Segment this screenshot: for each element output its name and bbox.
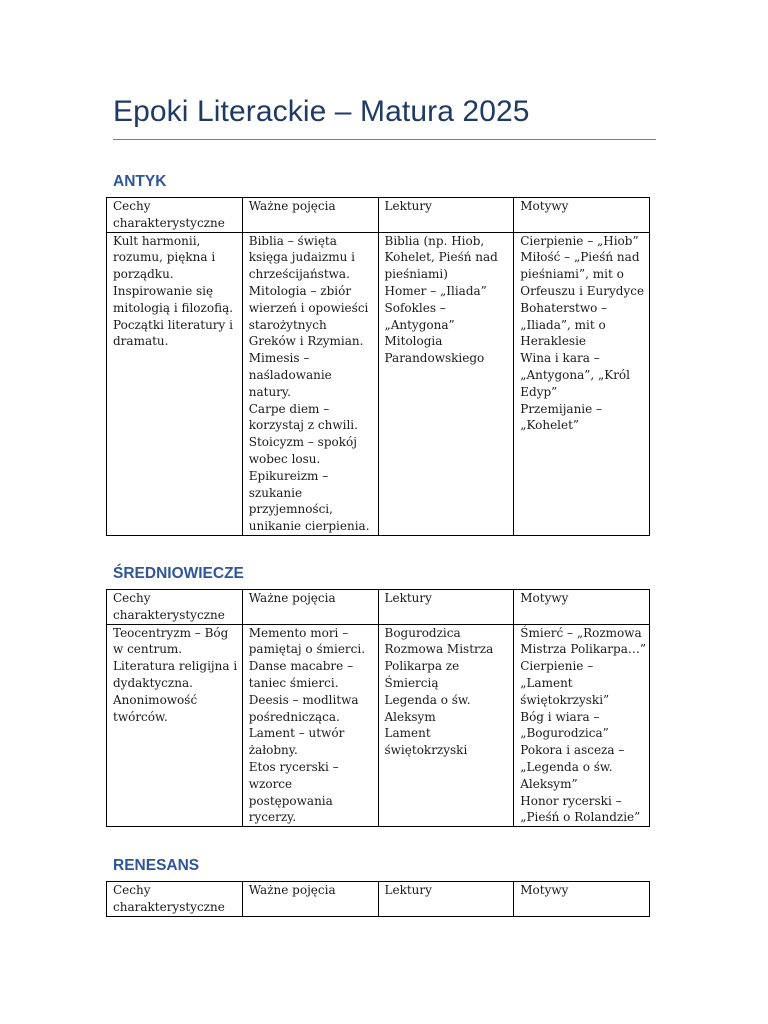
cell-text-line: wierzeń i opowieści (248, 300, 369, 315)
cell-text-line: Aleksym (384, 709, 436, 724)
cell-text-line: Przemijanie – (520, 401, 603, 416)
cell-text-line: Śmiercią (384, 675, 439, 690)
cell-text-line: porządku. (113, 267, 174, 282)
header-cell-motywy: Motywy (514, 882, 650, 917)
table-row (107, 232, 650, 535)
table-header-row (107, 882, 650, 917)
cell-text-line: Pokora i asceza – (520, 743, 625, 758)
cell-text-line: Sofokles – (384, 300, 446, 315)
cell-text-line: Cierpienie – „Hiob” (520, 233, 639, 248)
header-cell-pojecia: Ważne pojęcia (242, 590, 378, 625)
header-cell-motywy: Motywy (514, 590, 650, 625)
cell-text-line: dramatu. (113, 334, 169, 349)
cell-text-line: Cierpienie – (520, 659, 594, 674)
cell-text-line: „Bogurodzica” (520, 726, 609, 741)
cell-pojecia (242, 624, 378, 827)
cell-text-line: Deesis – modlitwa (248, 692, 359, 707)
cell-text-line: „Pieśń o Rolandzie” (520, 810, 641, 825)
cell-text-line: „Iliada”, mit o (520, 317, 606, 332)
cell-text-line: Stoicyzm – spokój (248, 435, 357, 450)
header-cell-pojecia: Ważne pojęcia (242, 198, 378, 233)
cell-text-line: korzystaj z chwili. (248, 418, 358, 433)
cell-text-line: księga judaizmu i (248, 250, 355, 265)
header-cell-cechy (107, 590, 243, 625)
cell-text-line: Carpe diem – (248, 401, 330, 416)
cell-text-line: charakterystyczne (113, 899, 225, 914)
page-title: Epoki Literackie – Matura 2025 (113, 95, 530, 128)
cell-text-line: świętokrzyski” (520, 692, 610, 707)
header-cell-motywy: Motywy (514, 198, 650, 233)
cell-text-line: Homer – „Iliada” (384, 283, 487, 298)
cell-text-line: „Kohelet” (520, 418, 580, 433)
cell-text-line: Bohaterstwo – (520, 300, 608, 315)
cell-text-line: „Lament (520, 675, 573, 690)
cell-text-line: Mitologia – zbiór (248, 283, 352, 298)
header-cell-cechy (107, 198, 243, 233)
cell-text-line: Heraklesie (520, 334, 587, 349)
cell-text-line: Anonimowość (113, 692, 198, 707)
header-cell-cechy (107, 882, 243, 917)
cell-text-line: świętokrzyski (384, 743, 468, 758)
cell-text-line: Cechy (113, 591, 151, 605)
cell-text-line: pieśniami”, mit o (520, 267, 624, 282)
section-heading-antyk: ANTYK (113, 173, 167, 190)
cell-text-line: Literatura religijna i (113, 659, 238, 674)
cell-text-line: Bóg i wiara – (520, 709, 600, 724)
header-cell-lektury: Lektury (378, 590, 514, 625)
cell-motywy (514, 624, 650, 827)
cell-text-line: Parandowskiego (384, 351, 485, 366)
cell-text-line: postępowania (248, 793, 333, 808)
cell-text-line: pośrednicząca. (248, 709, 340, 724)
cell-cechy (107, 624, 243, 827)
cell-lektury (378, 624, 514, 827)
table-header-row (107, 198, 650, 233)
cell-text-line: taniec śmierci. (248, 675, 339, 690)
cell-text-line: Biblia – święta (248, 233, 337, 248)
table-row (107, 624, 650, 827)
cell-text-line: Greków i Rzymian. (248, 334, 364, 349)
cell-text-line: Miłość – „Pieśń nad (520, 250, 640, 265)
cell-text-line: mitologią i filozofią. (113, 300, 234, 315)
cell-cechy (107, 232, 243, 535)
cell-text-line: naśladowanie (248, 367, 332, 382)
cell-text-line: Mimesis – (248, 351, 310, 366)
cell-text-line: pieśniami) (384, 267, 448, 282)
header-cell-lektury: Lektury (378, 198, 514, 233)
cell-text-line: Śmierć – „Rozmowa (520, 625, 642, 640)
cell-text-line: natury. (248, 384, 291, 399)
cell-text-line: żałobny. (248, 743, 298, 758)
section-heading-sredniowiecze: ŚREDNIOWIECZE (113, 565, 244, 582)
cell-text-line: Orfeuszu i Eurydyce (520, 283, 645, 298)
cell-text-line: Bogurodzica (384, 625, 461, 640)
cell-text-line: charakterystyczne (113, 607, 225, 622)
cell-text-line: Aleksym” (520, 776, 578, 791)
cell-motywy (514, 232, 650, 535)
cell-text-line: twórców. (113, 709, 168, 724)
cell-text-line: Lament – utwór (248, 726, 345, 741)
cell-text-line: „Antygona” (384, 317, 455, 332)
cell-text-line: Honor rycerski – (520, 793, 622, 808)
cell-text-line: Cechy (113, 883, 151, 897)
table-header-row (107, 590, 650, 625)
cell-text-line: starożytnych (248, 317, 327, 332)
cell-text-line: Legenda o św. (384, 692, 471, 707)
section-heading-renesans: RENESANS (113, 857, 200, 874)
cell-text-line: Teocentryzm – Bóg (113, 625, 229, 640)
header-cell-pojecia: Ważne pojęcia (242, 882, 378, 917)
era-table-renesans (106, 881, 650, 917)
cell-text-line: „Legenda o św. (520, 759, 613, 774)
cell-text-line: rycerzy. (248, 810, 297, 825)
cell-text-line: chrześcijaństwa. (248, 267, 350, 282)
cell-text-line: szukanie (248, 485, 303, 500)
cell-text-line: Początki literatury i (113, 317, 233, 332)
cell-text-line: wobec losu. (248, 451, 321, 466)
era-table-antyk (106, 197, 650, 536)
cell-text-line: Epikureizm – (248, 468, 329, 483)
cell-text-line: Rozmowa Mistrza (384, 642, 494, 657)
cell-text-line: Biblia (np. Hiob, (384, 233, 485, 248)
cell-text-line: Wina i kara – (520, 351, 600, 366)
cell-lektury (378, 232, 514, 535)
cell-text-line: Cechy (113, 199, 151, 213)
cell-text-line: w centrum. (113, 642, 183, 657)
cell-text-line: dydaktyczna. (113, 675, 193, 690)
cell-text-line: przyjemności, (248, 502, 333, 517)
cell-text-line: Edyp” (520, 384, 558, 399)
cell-text-line: Danse macabre – (248, 659, 354, 674)
cell-text-line: Lament (384, 726, 431, 741)
cell-text-line: Polikarpa ze (384, 659, 460, 674)
era-table-sredniowiecze (106, 589, 650, 827)
cell-text-line: Mistrza Polikarpa…” (520, 642, 647, 657)
cell-text-line: Mitologia (384, 334, 443, 349)
header-cell-lektury: Lektury (378, 882, 514, 917)
cell-text-line: wzorce (248, 776, 293, 791)
cell-text-line: Inspirowanie się (113, 283, 214, 298)
cell-text-line: charakterystyczne (113, 215, 225, 230)
cell-text-line: unikanie cierpienia. (248, 519, 370, 534)
title-divider (113, 139, 656, 140)
cell-text-line: „Antygona”, „Król (520, 367, 630, 382)
cell-text-line: pamiętaj o śmierci. (248, 642, 366, 657)
cell-text-line: rozumu, piękna i (113, 250, 216, 265)
cell-text-line: Kult harmonii, (113, 233, 201, 248)
cell-text-line: Kohelet, Pieśń nad (384, 250, 498, 265)
cell-text-line: Etos rycerski – (248, 759, 339, 774)
cell-text-line: Memento mori – (248, 625, 349, 640)
cell-pojecia (242, 232, 378, 535)
